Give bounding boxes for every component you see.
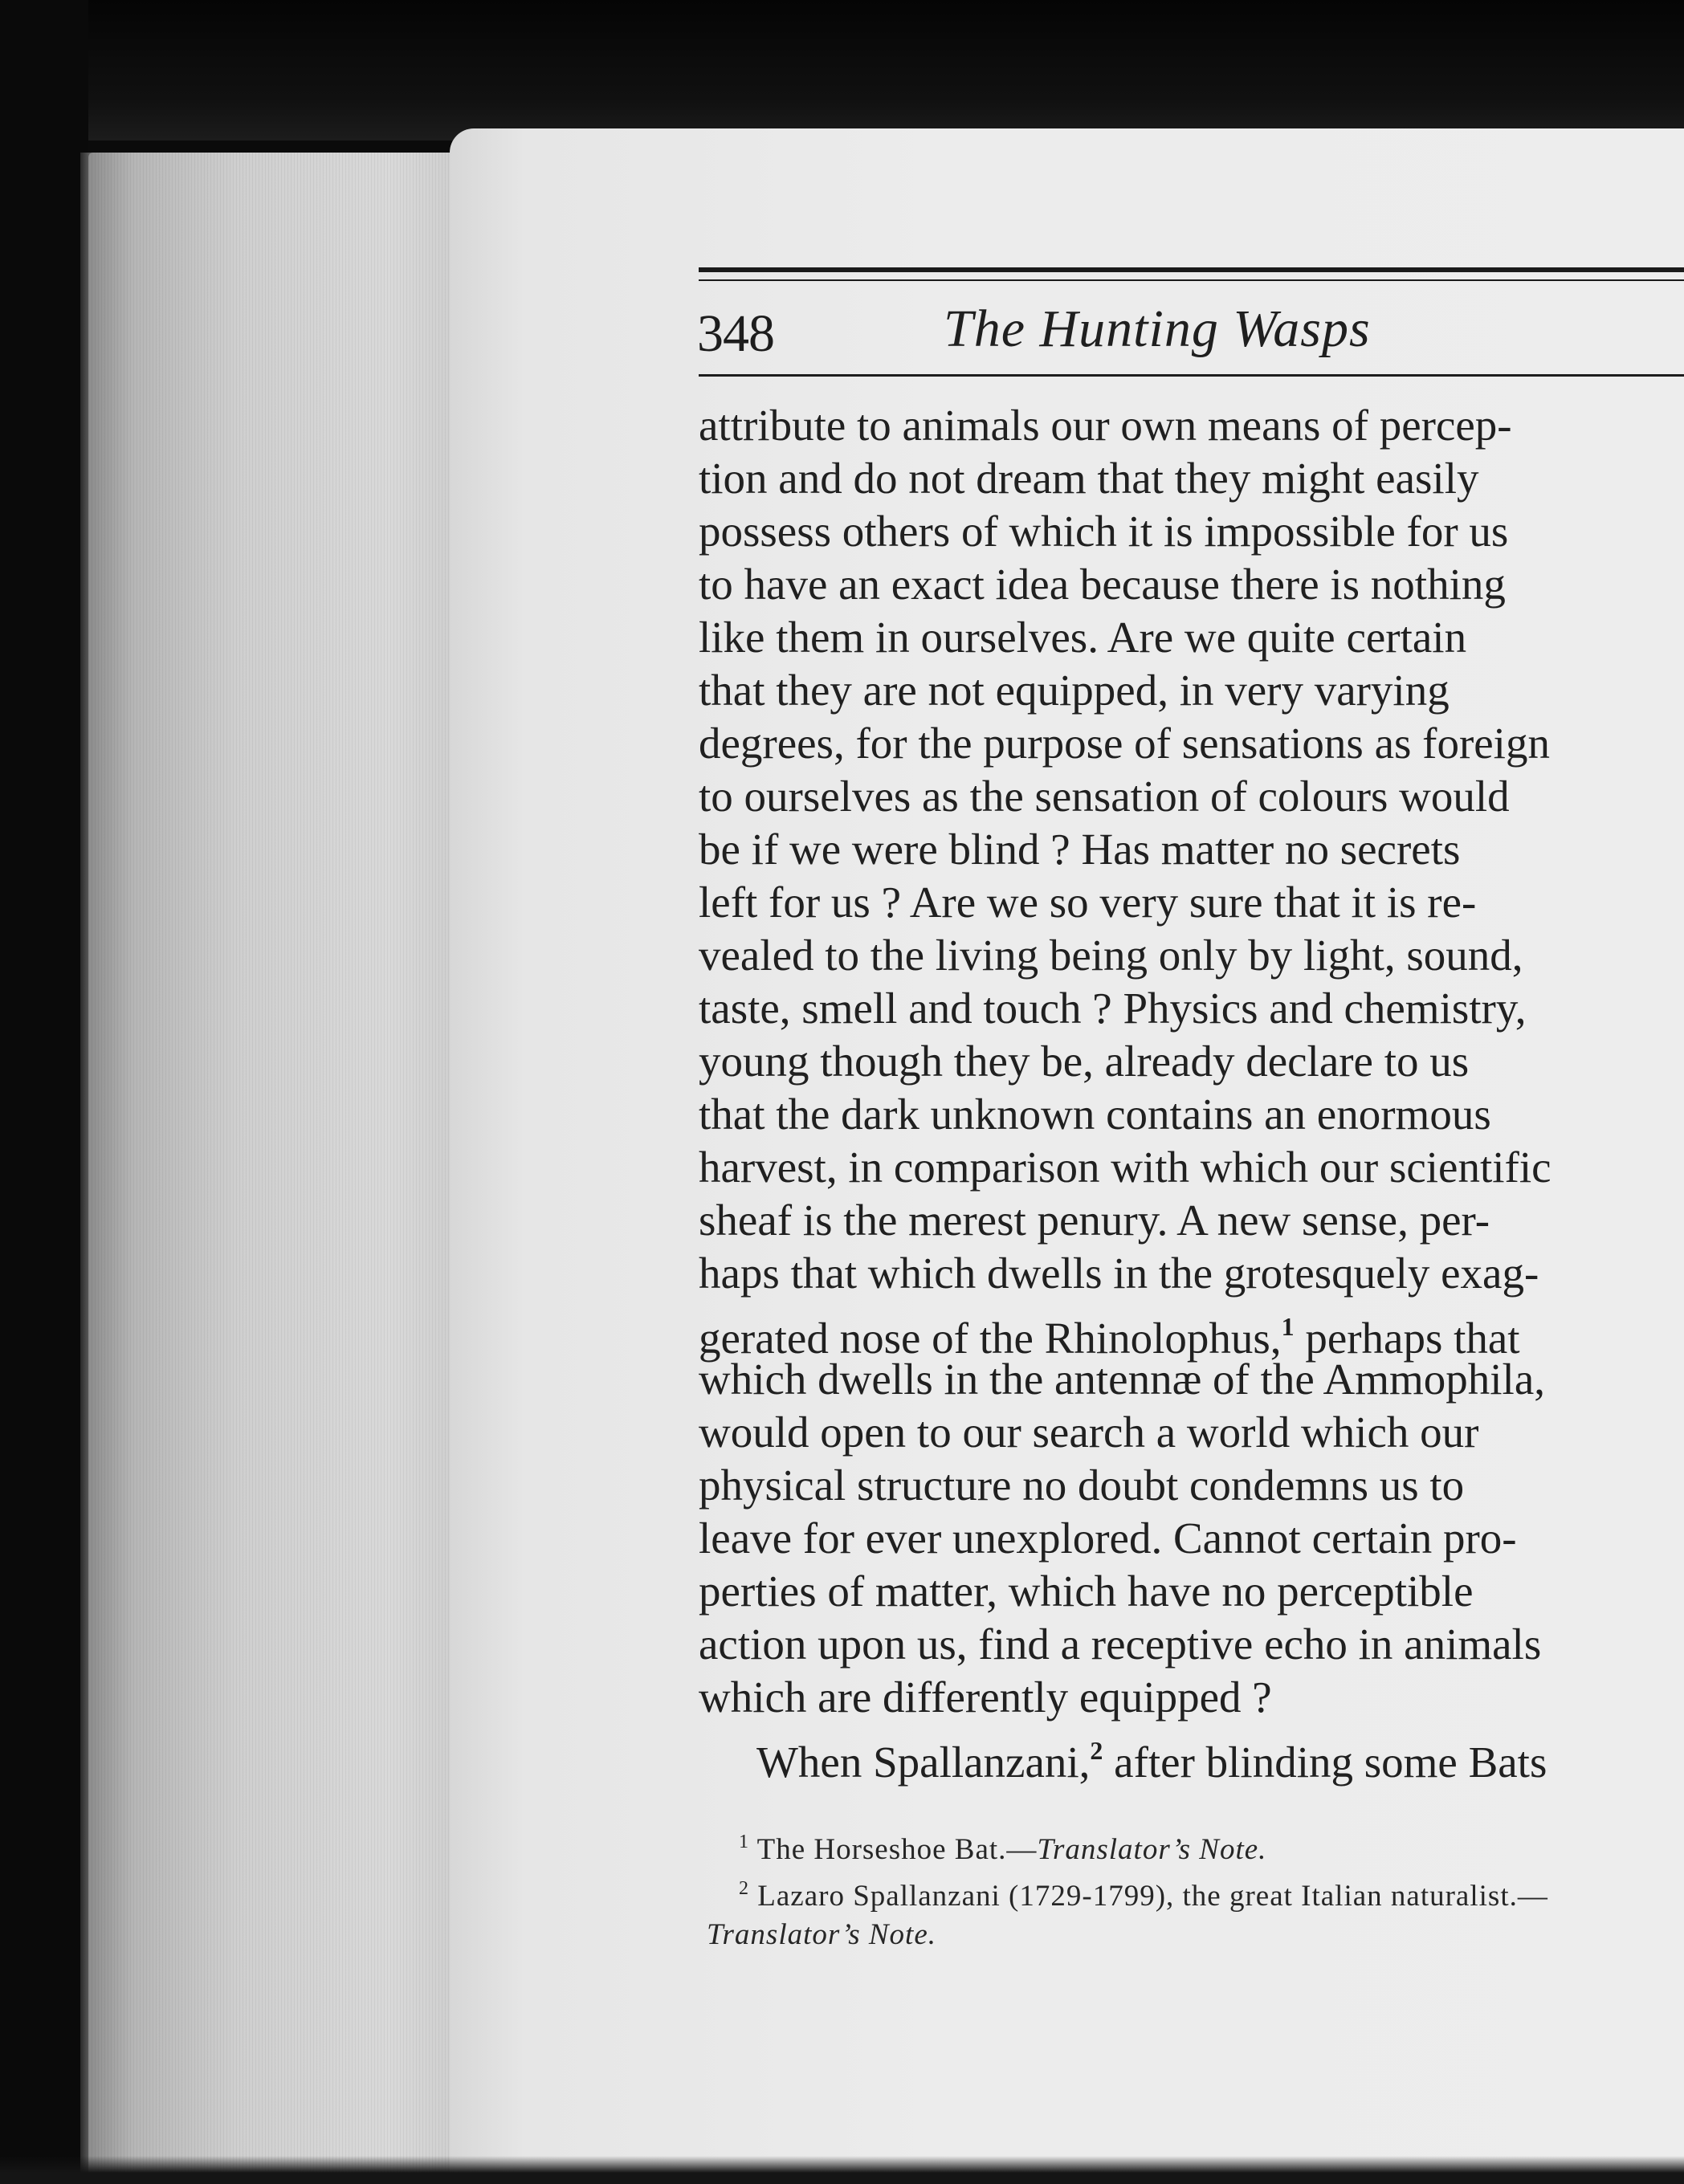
footnotes (707, 1823, 1684, 1954)
text-fragment: perhaps that (1294, 1314, 1520, 1363)
text-line: physical structure no doubt condemns us to (699, 1461, 1465, 1510)
text-fragment: gerated nose of the Rhinolophus, (699, 1314, 1282, 1363)
header-rule-thin (699, 279, 1684, 281)
footnote-ref-1: 1 (1281, 1312, 1295, 1341)
footnote-mark: 2 (739, 1878, 749, 1899)
background-dark (0, 0, 1684, 141)
text-line: degrees, for the purpose of sensations as foreign (699, 719, 1550, 768)
body-text (699, 399, 1684, 1787)
text-line: like them in ourselves. Are we quite certain (699, 613, 1467, 662)
text-line: would open to our search a world which our (699, 1408, 1479, 1457)
footnote-ref-2: 2 (1090, 1736, 1103, 1765)
text-line: tion and do not dream that they might easily (699, 454, 1479, 503)
text-line: vealed to the living being only by light, sound, (699, 931, 1523, 980)
text-fragment: When Spallanzani, (756, 1738, 1091, 1787)
text-line: sheaf is the merest penury. A new sense, per- (699, 1196, 1490, 1245)
text-line: young though they be, already declare to us (699, 1037, 1470, 1086)
text-line: haps that which dwells in the grotesquely exag- (699, 1249, 1539, 1298)
footnote-text: The Horseshoe Bat.— (756, 1833, 1038, 1866)
text-line: possess others of which it is impossible for us (699, 507, 1509, 556)
page-number: 348 (697, 304, 774, 363)
footnote-text: Lazaro Spallanzani (1729-1799), the great Italian naturalist.— (757, 1880, 1548, 1913)
text-line: to have an exact idea because there is nothing (699, 560, 1506, 609)
paragraph-start (699, 1724, 1684, 1787)
text-line-with-footnote-ref (699, 1300, 1684, 1363)
text-line: which dwells in the antennæ of the Ammophila, (699, 1355, 1545, 1404)
text-line: that the dark unknown contains an enormous (699, 1090, 1491, 1139)
header-rule-thick (699, 267, 1684, 272)
footnote-2 (707, 1869, 1684, 1916)
text-line: be if we were blind ? Has matter no secrets (699, 825, 1461, 874)
text-line: taste, smell and touch ? Physics and chemistry, (699, 984, 1527, 1033)
page-block-edge (88, 153, 466, 2184)
text-line: left for us ? Are we so very sure that it is re- (699, 878, 1477, 927)
footnote-1 (707, 1823, 1684, 1869)
background-bottom (0, 2156, 1684, 2184)
text-line: perties of matter, which have no perceptible (699, 1567, 1474, 1616)
header-rule-bottom (699, 374, 1684, 377)
text-line: to ourselves as the sensation of colours would (699, 772, 1510, 821)
footnote-italic: Translator’s Note. (1037, 1833, 1267, 1866)
text-fragment: after blinding some Bats (1103, 1738, 1547, 1787)
text-line: that they are not equipped, in very varying (699, 666, 1450, 715)
running-title: The Hunting Wasps (944, 299, 1371, 358)
text-line: leave for ever unexplored. Cannot certain pro- (699, 1514, 1517, 1563)
footnote-2-continuation: Translator’s Note. (707, 1918, 936, 1951)
text-line: action upon us, find a receptive echo in animals (699, 1620, 1542, 1669)
text-line: attribute to animals our own means of percep- (699, 401, 1512, 450)
text-line: which are differently equipped ? (699, 1673, 1272, 1722)
background-left (0, 0, 88, 2184)
text-line: harvest, in comparison with which our scientific (699, 1143, 1551, 1192)
footnote-mark: 1 (739, 1832, 749, 1852)
